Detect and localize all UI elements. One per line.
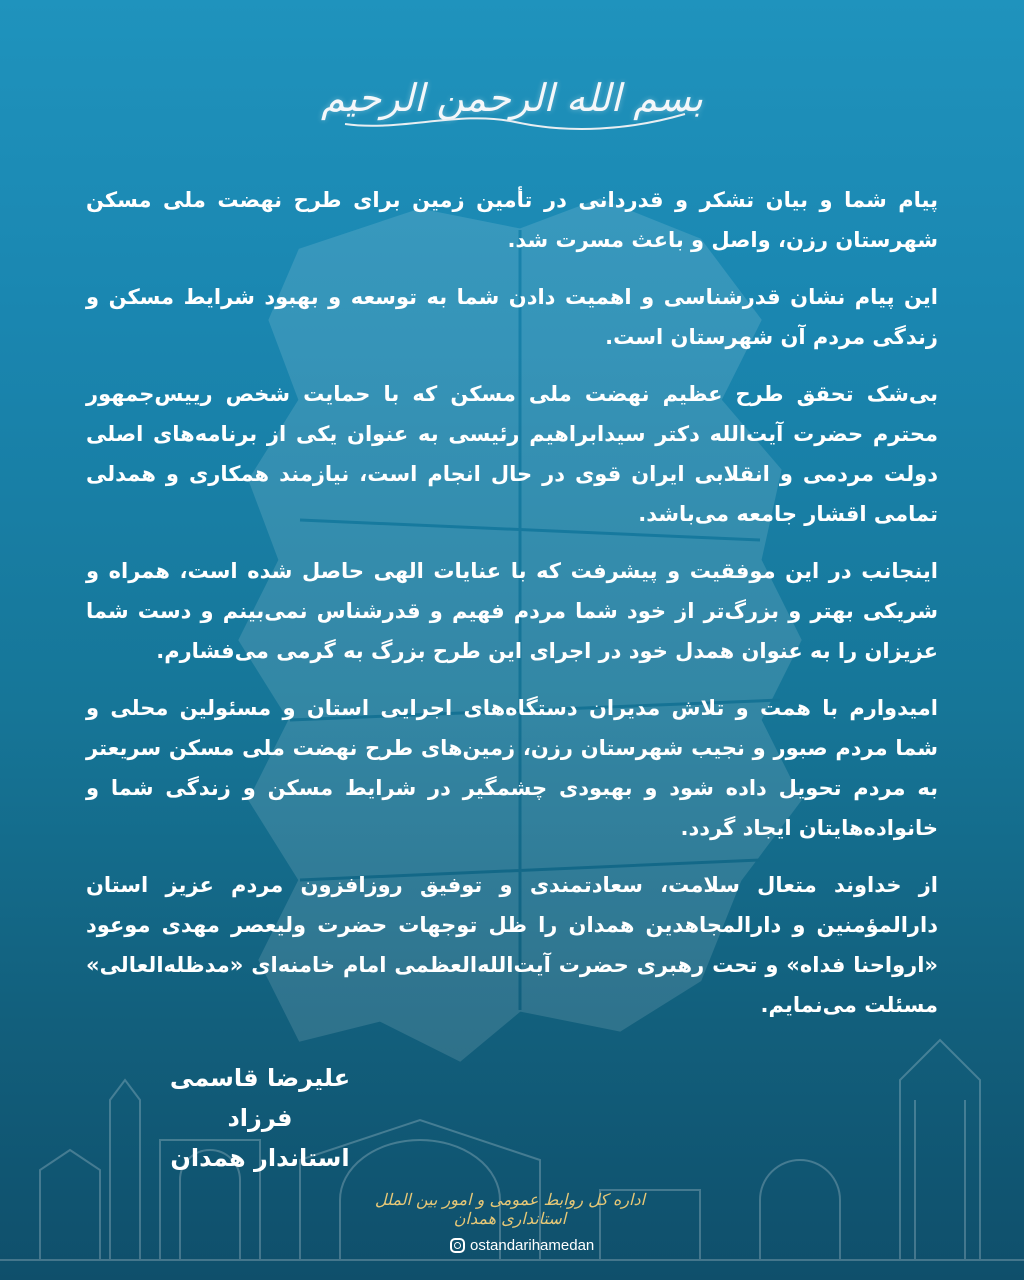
signer-name: علیرضا قاسمی فرزاد [169, 1064, 351, 1132]
basmala-calligraphy: بسم الله الرحمن الرحیم [321, 76, 703, 120]
paragraph-3: بی‌شک تحقق طرح عظیم نهضت ملی مسکن که با حمایت شخص رییس‌جمهور محترم حضرت آیت‌الله دکتر سیدابراهیم رئیسی به عنوان یکی از برنامه‌های اصلی دولت مردمی و انقلابی ایران قوی در حال انجام است، نیازمند همکاری و همدلی تمامی اقشار جامعه می‌باشد. [86, 382, 938, 526]
signature-block [150, 1058, 370, 1178]
paragraph-4: اینجانب در این موفقیت و پیشرفت که با عنایات الهی حاصل شده است، همراه و شریکی بهتر و بزرگ‌تر از خود شما مردم فهیم و قدرشناس نمی‌بینم و دست شما عزیزان را به عنوان همدل خود در اجرای این طرح بزرگ به گرمی می‌فشارم. [86, 559, 938, 663]
handle-text: ostandarihamedan [470, 1236, 595, 1254]
paragraph-1: پیام شما و بیان تشکر و قدردانی در تأمین زمین برای طرح نهضت ملی مسکن شهرستان رزن، واصل و باعث مسرت شد. [86, 188, 938, 252]
paragraph-2: این پیام نشان قدرشناسی و اهمیت دادن شما به توسعه و بهبود شرایط مسکن و زندگی مردم آن شهرستان است. [86, 285, 938, 349]
calligraphy-flourish-icon [340, 104, 690, 132]
social-handle[interactable] [450, 1233, 594, 1257]
signer-title: استاندار همدان [170, 1144, 350, 1172]
department-name: اداره کل روابط عمومی و امور بین الملل استانداری همدان [374, 1190, 646, 1228]
paragraph-6: از خداوند متعال سلامت، سعادتمندی و توفیق روزافزون مردم عزیز استان دارالمؤمنین و دارالمجاهدین همدان را ظل توجهات حضرت ولیعصر مهدی موعود «ارواحنا فداه» و تحت رهبری حضرت آیت‌الله‌العظمی امام خامنه‌ای «مدظله‌العالی» مسئلت می‌نمایم. [86, 873, 938, 1017]
paragraph-5: امیدوارم با همت و تلاش مدیران دستگاه‌های اجرایی استان و مسئولین محلی و شما مردم صبور و نجیب شهرستان رزن، زمین‌های طرح نهضت ملی مسکن سریعتر به مردم تحویل داده شود و بهبودی چشمگیر در شرایط مسکن و زندگی شما و خانواده‌هایتان ایجاد گردد. [86, 696, 938, 840]
letter-body [86, 180, 938, 1042]
instagram-icon [450, 1238, 465, 1253]
